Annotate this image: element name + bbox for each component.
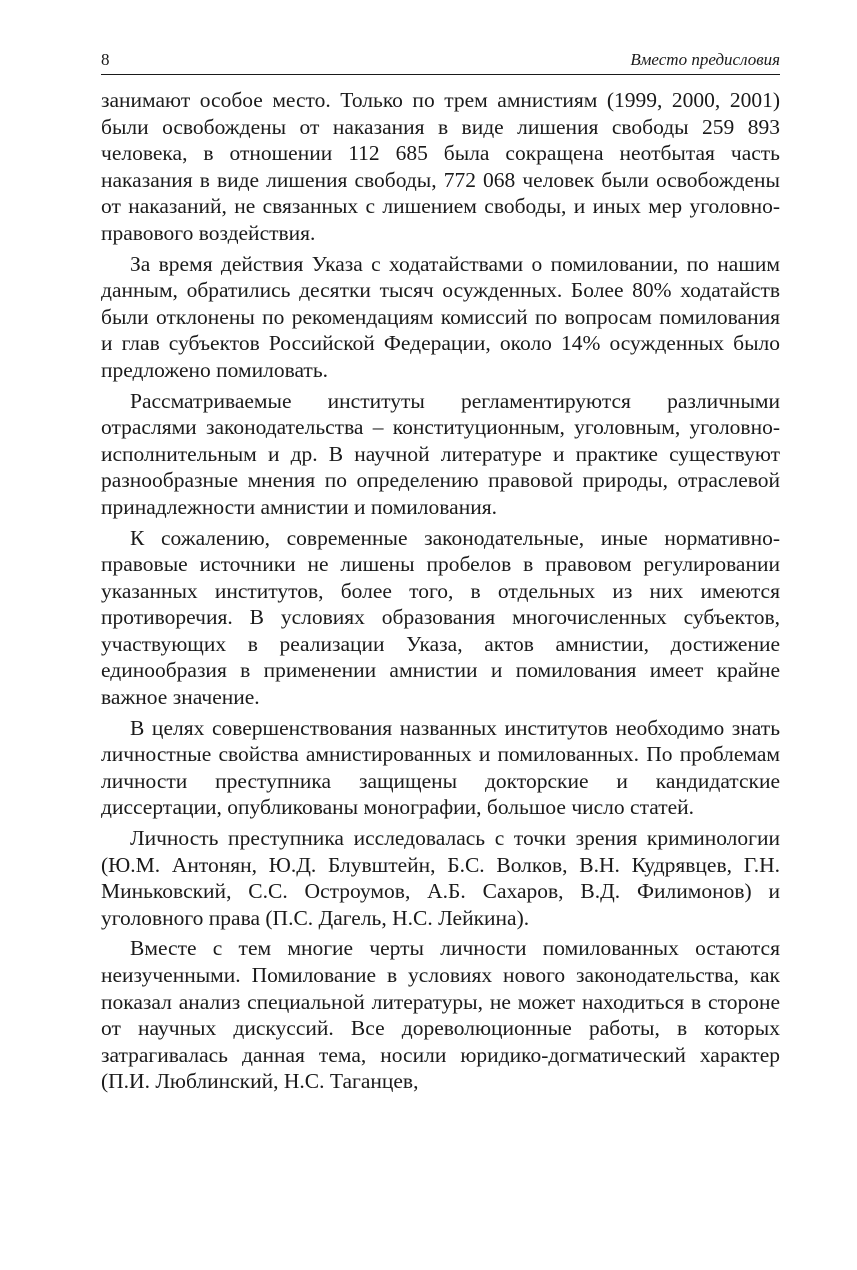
paragraph-7: Вместе с тем многие черты личности помилованных остаются неизученными. Помилование в условиях нового законодательства, как показал анализ специальной литературы, не может находиться в стороне от научных дискуссий. Все дореволюционные работы, в которых затрагивалась данная тема, носили юридико-догматический характер (П.И. Люблинский, Н.С. Таганцев, xyxy=(101,936,780,1094)
running-title: Вместо предисловия xyxy=(630,50,780,69)
paragraph-5: В целях совершенствования названных институтов необходимо знать личностные свойства амнистированных и помилованных. По проблемам личности преступника защищены докторские и кандидатские диссертации, опубликованы монографии, большое число статей. xyxy=(101,715,780,820)
body-text xyxy=(101,87,780,1095)
paragraph-6: Личность преступника исследовалась с точки зрения криминологии (Ю.М. Антонян, Ю.Д. Блувштейн, Б.С. Волков, В.Н. Кудрявцев, Г.Н. Миньковский, С.С. Остроумов, А.Б. Сахаров, В.Д. Филимонов) и уголовного права (П.С. Дагель, Н.С. Лейкина). xyxy=(101,826,780,930)
book-page xyxy=(101,50,780,1095)
paragraph-1: занимают особое место. Только по трем амнистиям (1999, 2000, 2001) были освобождены от наказания в виде лишения свободы 259 893 человека, в отношении 112 685 была сокращена неотбытая часть наказания в виде лишения свободы, 772 068 человек были освобождены от наказаний, не связанных с лишением свободы, и иных мер уголовно-правового воздействия. xyxy=(101,88,780,245)
paragraph-3: Рассматриваемые институты регламентируются различными отраслями законодательства – конституционным, уголовным, уголовно-исполнительным и др. В научной литературе и практике существуют разнообразные мнения по определению правовой природы, отраслевой принадлежности амнистии и помилования. xyxy=(101,388,780,519)
paragraph-2: За время действия Указа с ходатайствами о помиловании, по нашим данным, обратились десятки тысяч осужденных. Более 80% ходатайств были отклонены по рекомендациям комиссий по вопросам помилования и глав субъектов Российской Федерации, около 14% осужденных было предложено помиловать. xyxy=(101,251,780,382)
page-number: 8 xyxy=(101,50,110,69)
paragraph-4: К сожалению, современные законодательные, иные нормативно-правовые источники не лишены пробелов в правовом регулировании указанных институтов, более того, в отдельных из них имеются противоречия. В условиях образования многочисленных субъектов, участвующих в реализации Указа, актов амнистии, достижение единообразия в применении амнистии и помилования имеет крайне важное значение. xyxy=(101,525,780,710)
running-header xyxy=(101,50,780,75)
